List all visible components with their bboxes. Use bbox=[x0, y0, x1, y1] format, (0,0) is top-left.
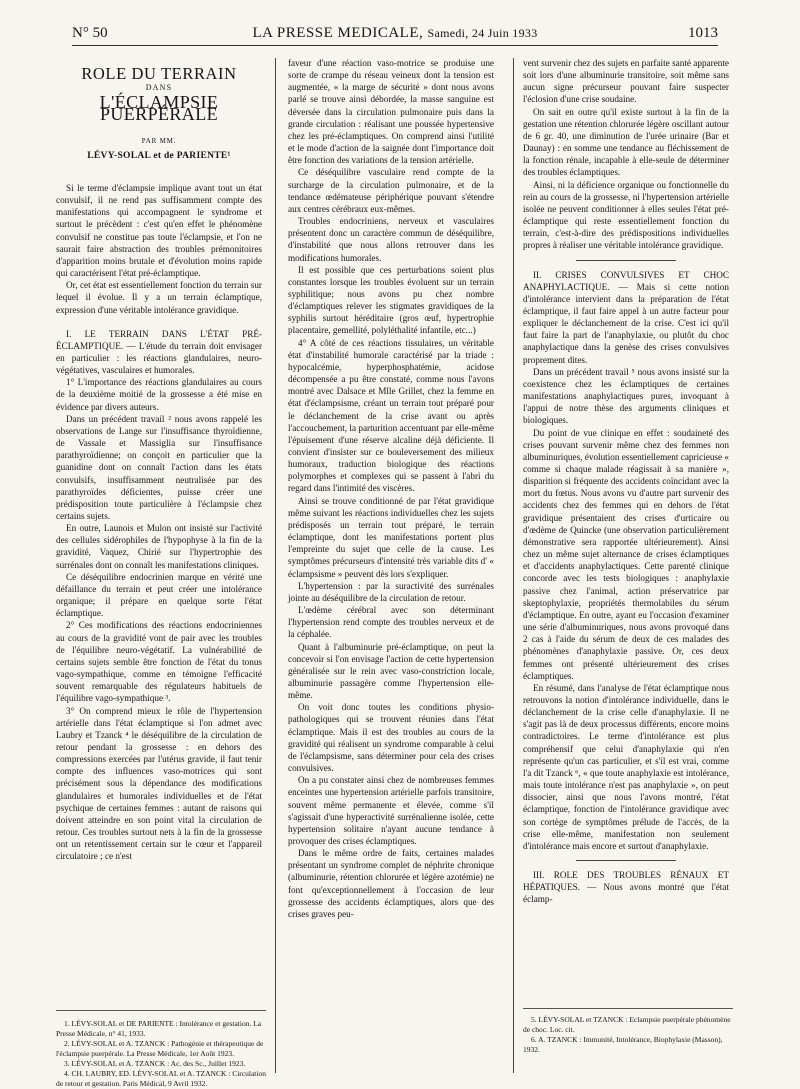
article-title bbox=[56, 64, 262, 125]
paragraph: En résumé, dans l'analyse de l'état éclamptique nous retrouvons la notion d'intolérance individuelle, dans le déclanchement de la crise celle d'anaphylaxie. Il ne s'agit pas là de deux processus différents, encore moins contradictoires. Le terme d'intolérance est plus compréhensif que celui d'anaphylaxie qui n'en représente qu'un cas particulier, et s'il est vrai, comme l'a dit Tzanck ⁶, « que toute anaphylaxie est intolérance, mais toute intolérance n'est pas anaphylaxie », on peut dissocier, ainsi que nous l'avons montré, l'état éclamptique, fonction de l'intolérance gravidique avec son cortège de symptômes prélude de l'accès, de la crise elle-même, manifestation non seulement d'intolérance mais encore et surtout d'anaphylaxie. bbox=[523, 682, 729, 851]
footnotes-right bbox=[523, 1008, 733, 1055]
paragraph: 4° A côté de ces réactions tissulaires, un véritable état d'instabilité humorale caractérisé par la triade : hypocalcémie, hyperphosphatémie, acidose décompensée a pu être constaté, comme nous l'avons montré avec Dalsace et Mlle Grillet, chez la femme en état d'éclampsisme, créant un terrain tout préparé pour le déclanchement de la crise avant ou après l'accouchement, la parturition accentuant par elle-même l'épuisement d'une réserve alcaline déjà déficiente. Il convient d'insister sur ce bouleversement des milieux humoraux, traduction biologique des réactions polymorphes et complexes qui se passent à l'abri du regard dans l'intimité des viscères. bbox=[288, 337, 494, 494]
paragraph: L'hypertension : par la suractivité des surrénales jointe au déséquilibre de la circulation de retour. bbox=[288, 580, 494, 603]
column-2 bbox=[288, 57, 494, 920]
column-1 bbox=[56, 60, 262, 863]
section-heading-2: II. CRISES CONVULSIVES ET CHOC ANAPHYLACTIQUE. — Mais si cette notion d'intolérance intervient dans la préparation de l'état éclamptique, il faut faire appel à un autre facteur pour expliquer le déclanchement de la crise. C'est ici qu'il faut faire la part de l'anaphylaxie, ou plutôt du choc anaphylactique dans la genèse des crises convulsives proprement dites. bbox=[523, 269, 729, 365]
section-heading-1: I. LE TERRAIN DANS L'ÉTAT PRÉ-ÉCLAMPTIQUE. — L'étude du terrain doit envisager en particulier : les réactions glandulaires, neuro-végétatives, vasculaires et humorales. bbox=[56, 328, 262, 376]
paragraph: L'œdème cérébral avec son déterminant l'hypertension rend compte des troubles nerveux et de la céphalée. bbox=[288, 605, 494, 640]
paragraph: Si le terme d'éclampsie implique avant tout un état convulsif, il ne rend pas suffisamment compte des manifestations qui accompagnent le syndrome et surtout le précèdent : c'est qu'en effet le phénomène convulsif ne constitue pas toute l'éclampsie, et l'on ne saurait faire abstraction des troubles prémonitoires d'apparition moins brutale et d'évolution moins rapide qui caractérisent l'état pré-éclamptique. bbox=[56, 182, 262, 279]
page-number-right: 1013 bbox=[688, 25, 718, 41]
paragraph: On voit donc toutes les conditions physio-pathologiques qui se trouvent réunies dans l'état éclamptique. Mais il est des troubles au cours de la gravidité qui réalisent un syndrome comparable à celui de l'éclampsisme, sans déterminer pour cela des crises convulsives. bbox=[288, 702, 494, 774]
byline-prefix: PAR MM. bbox=[141, 136, 177, 145]
paragraph: Dans un précédent travail ⁵ nous avons insisté sur la coexistence chez les éclamptiques de certaines manifestations anaphylactiques pures, invoquant à l'appui de notre thèse des arguments cliniques et biologiques. bbox=[523, 366, 729, 426]
page-header bbox=[72, 25, 718, 46]
column-divider bbox=[513, 58, 514, 1073]
paragraph: On sait en outre qu'il existe surtout à la fin de la gestation une rétention chlorurée légère oscillant autour de 6 gr. 40, une diminution de l'urée urinaire (Bar et Daunay) : en somme une tendance au fléchissement de la fonction rénale, incapable à elle-seule de déterminer des troubles éclamptiques. bbox=[523, 106, 729, 178]
authors: LÉVY-SOLAL et de PARIENTE¹ bbox=[87, 150, 231, 161]
footnote: 3. LÉVY-SOLAL et A. TZANCK : Ac. des Sc., Juillet 1923. bbox=[64, 1059, 246, 1068]
footnote: 5. LÉVY-SOLAL et TZANCK : Eclampsie puerpérale phénomène de choc. Loc. cit. bbox=[523, 1015, 731, 1034]
footnote: 2. LÉVY-SOLAL et A. TZANCK : Pathogénie et thérapeutique de l'éclampsie puerpérale. La Presse Médicale, 1er Août 1923. bbox=[56, 1039, 264, 1058]
footnote: 6. A. TZANCK : Immunité, Intolérance, Biophylaxie (Masson), 1932. bbox=[523, 1035, 723, 1054]
column-divider bbox=[275, 58, 276, 1073]
section-separator bbox=[576, 860, 676, 861]
page-number-left: N° 50 bbox=[72, 25, 108, 41]
paragraph: 3° On comprend mieux le rôle de l'hypertension artérielle dans l'état éclamptique si l'on admet avec Laubry et Tzanck ⁴ le déséquilibre de la circulation de retour pendant la grossesse : en dehors des compressions exercées par l'utérus gravide, il faut tenir compte des influences vaso-motrices qui sont précisément sous la dépendance des modifications glandulaires et humorales individuelles et de l'état psychique de certaines femmes : autant de raisons qui doivent atteindre en son point vital la circulation de retour. Ces troubles surtout nets à la fin de la grossesse ont un retentissement certain sur le cœur et l'appareil circulatoire ; ce n'est bbox=[56, 705, 262, 862]
section-separator bbox=[576, 260, 676, 261]
title-line-3: L'ÉCLAMPSIE PUERPÉRALE bbox=[99, 92, 219, 125]
paragraph: Quant à l'albuminurie pré-éclamptique, on peut la concevoir si l'on envisage l'action de cette hypertension généralisée sur le rein avec vaso-constriction locale, albuminurie passagère comme l'hypertension elle-même. bbox=[288, 641, 494, 701]
column-3 bbox=[523, 57, 729, 905]
paragraph: Ainsi se trouve conditionné de par l'état gravidique même suivant les réactions individuelles chez les sujets prédisposés un terrain tout préparé, le terrain éclamptique, dont les manifestations portent plus l'empreinte du sujet que celle de la cause. Les symptômes précurseurs d'intensité très variable dits d' « éclampsisme » peuvent dès lors s'expliquer. bbox=[288, 495, 494, 579]
paragraph: On a pu constater ainsi chez de nombreuses femmes enceintes une hypertension artérielle parfois transitoire, souvent même permanente et élevée, comme s'il s'agissait d'une hyperactivité surrénalienne isolée, cette hypertension solitaire n'ayant aucune tendance à provoquer des crises éclamptiques. bbox=[288, 775, 494, 846]
paragraph: vent survenir chez des sujets en parfaite santé apparente soit lors d'une albuminurie transitoire, soit même sans aucun signe précurseur pouvant faire suspecter l'éclosion d'une crise soudaine. bbox=[523, 58, 729, 105]
paragraph: Troubles endocriniens, nerveux et vasculaires présentent donc un caractère commun de déséquilibre, d'instabilité que nous allons retrouver dans les modifications humorales. bbox=[288, 216, 494, 263]
journal-title bbox=[72, 25, 718, 42]
journal-name: LA PRESSE MEDICALE, bbox=[252, 25, 424, 41]
paragraph: 1° L'importance des réactions glandulaires au cours de la deuxième moitié de la grossesse a été mise en évidence par divers auteurs. bbox=[56, 377, 262, 412]
issue-date: Samedi, 24 Juin 1933 bbox=[427, 26, 538, 40]
paragraph: Ce déséquilibre vasculaire rend compte de la surcharge de la circulation pulmonaire, et de la tendance œdémateuse périphérique pouvant s'étendre aux centres cérébraux eux-mêmes. bbox=[288, 167, 494, 214]
section-heading-3: III. ROLE DES TROUBLES RÉNAUX ET HÉPATIQUES. — Nous avons montré que l'état éclamp- bbox=[523, 870, 729, 905]
paragraph: Dans un précédent travail ² nous avons rappelé les observations de Lange sur l'insuffisance thyroïdienne, de Vassale et Massiglia sur l'insuffisance parathyroïdienne; on conçoit en particulier que la guanidine dont on connaît l'action dans les états convulsifs, insuffisamment neutralisée par des parathyroïdes déficientes, puisse créer une prédisposition toute particulière à l'éclampsie chez certains sujets. bbox=[56, 413, 262, 521]
paragraph: En outre, Launois et Mulon ont insisté sur l'activité des cellules sidérophiles de l'hypophyse à la fin de la gravidité, Vaquez, Chirié sur l'hypertrophie des surrénales dont on connaît les manifestations cliniques. bbox=[56, 523, 262, 570]
paragraph: Ainsi, ni la déficience organique ou fonctionnelle du rein au cours de la grossesse, ni l'hypertension artérielle isolée ne peuvent conditionner à elles seules l'état pré-éclamptique qui reste essentiellement fonction du terrain, c'est-à-dire des prédispositions individuelles propres à réaliser une véritable intolérance gravidique. bbox=[523, 179, 729, 251]
title-line-2: DANS bbox=[145, 83, 173, 93]
title-line-1: ROLE DU TERRAIN bbox=[81, 64, 237, 83]
footnote: 4. CH. LAUBRY, ED. LÉVY-SOLAL et A. TZANCK : Circulation de retour et gestation. Paris Médical, 9 Avril 1932. bbox=[56, 1069, 266, 1088]
paragraph: Du point de vue clinique en effet : soudaineté des crises pouvant survenir même chez des femmes non albuminuriques, évolution essentiellement capricieuse « comme si chaque malade réagissait à sa manière », disparition si fréquente des accidents coïncidant avec la mort du fœtus. Nous avons vu d'autre part survenir des accidents chez des femmes qui en dehors de l'état gravidique présentaient des crises d'urticaire ou d'œdème de Quincke (une observation particulièrement démonstrative sera rapportée ultérieurement). Ainsi chez un même sujet alternance de crises éclamptiques et d'accidents anaphylactiques. Cette parenté clinique concorde avec les tests biologiques : anaphylaxie passive chez l'animal, action préservatrice par skeptophylaxie, propriétés thermolabiles du sérum d'éclamptique. En outre, ayant eu l'occasion d'examiner une série d'albuminuriques, nous avons provoqué dans 2 cas à l'aide du sérum de deux de ces malades des phénomènes d'anaphylaxie passive. Or, ces deux femmes ont présenté ultérieurement des crises éclamptiques. bbox=[523, 427, 729, 681]
footnotes-left bbox=[56, 1010, 266, 1089]
paragraph: Ce déséquilibre endocrinien marque en vérité une défaillance du terrain et peut créer une intolérance organique; il prépare en quelque sorte l'état éclamptique. bbox=[56, 571, 262, 619]
paragraph: Dans le même ordre de faits, certaines malades présentant un syndrome complet de néphrite chronique (albuminurie, rétention chlorurée et légère azotémie) ne font qu'exceptionnellement à l'occasion de leur grossesse des accidents éclamptiques, alors que des crises graves peu- bbox=[288, 848, 494, 919]
footnote: 1. LÉVY-SOLAL et DE PARIENTE : Intolérance et gestation. La Presse Médicale, n° 41, 1933. bbox=[56, 1019, 262, 1038]
paragraph: Il est possible que ces perturbations soient plus constantes lorsque les troubles évoluent sur un terrain syphilitique; nous avons pu chez nombre d'éclamptiques relever les stigmates gravidiques de la syphilis surtout héréditaire (gros œuf, hypertrophie placentaire, gemellité, polyléthalité infantile, etc...) bbox=[288, 264, 494, 336]
paragraph: 2° Ces modifications des réactions endocriniennes au cours de la gravidité vont de pair avec les troubles de l'équilibre neuro-végétatif. La vulnérabilité de certains sujets semble être fonction de l'état du tonus vago-sympathique, comme en témoigne l'efficacité souvent remarquable des régulateurs habituels de l'équilibre vago-sympathique ³. bbox=[56, 620, 262, 704]
paragraph: Or, cet état est essentiellement fonction du terrain sur lequel il évolue. Il y a un terrain éclamptique, expression d'une véritable intolérance gravidique. bbox=[56, 280, 262, 315]
paragraph: faveur d'une réaction vaso-motrice se produise une sorte de crampe du réseau veineux dont la tension est augmentée, « la marge de sécurité » dont nous avons parlé se trouve ainsi débordée, la masse sanguine est déversée dans la circulation pulmonaire puis dans la grande circulation : réalisant une poussée hypertensive chez les pré-éclamptiques. On comprend ainsi l'utilité et le mode d'action de la saignée dont l'importance doit être fonction des variations de la tension artérielle. bbox=[288, 58, 494, 166]
